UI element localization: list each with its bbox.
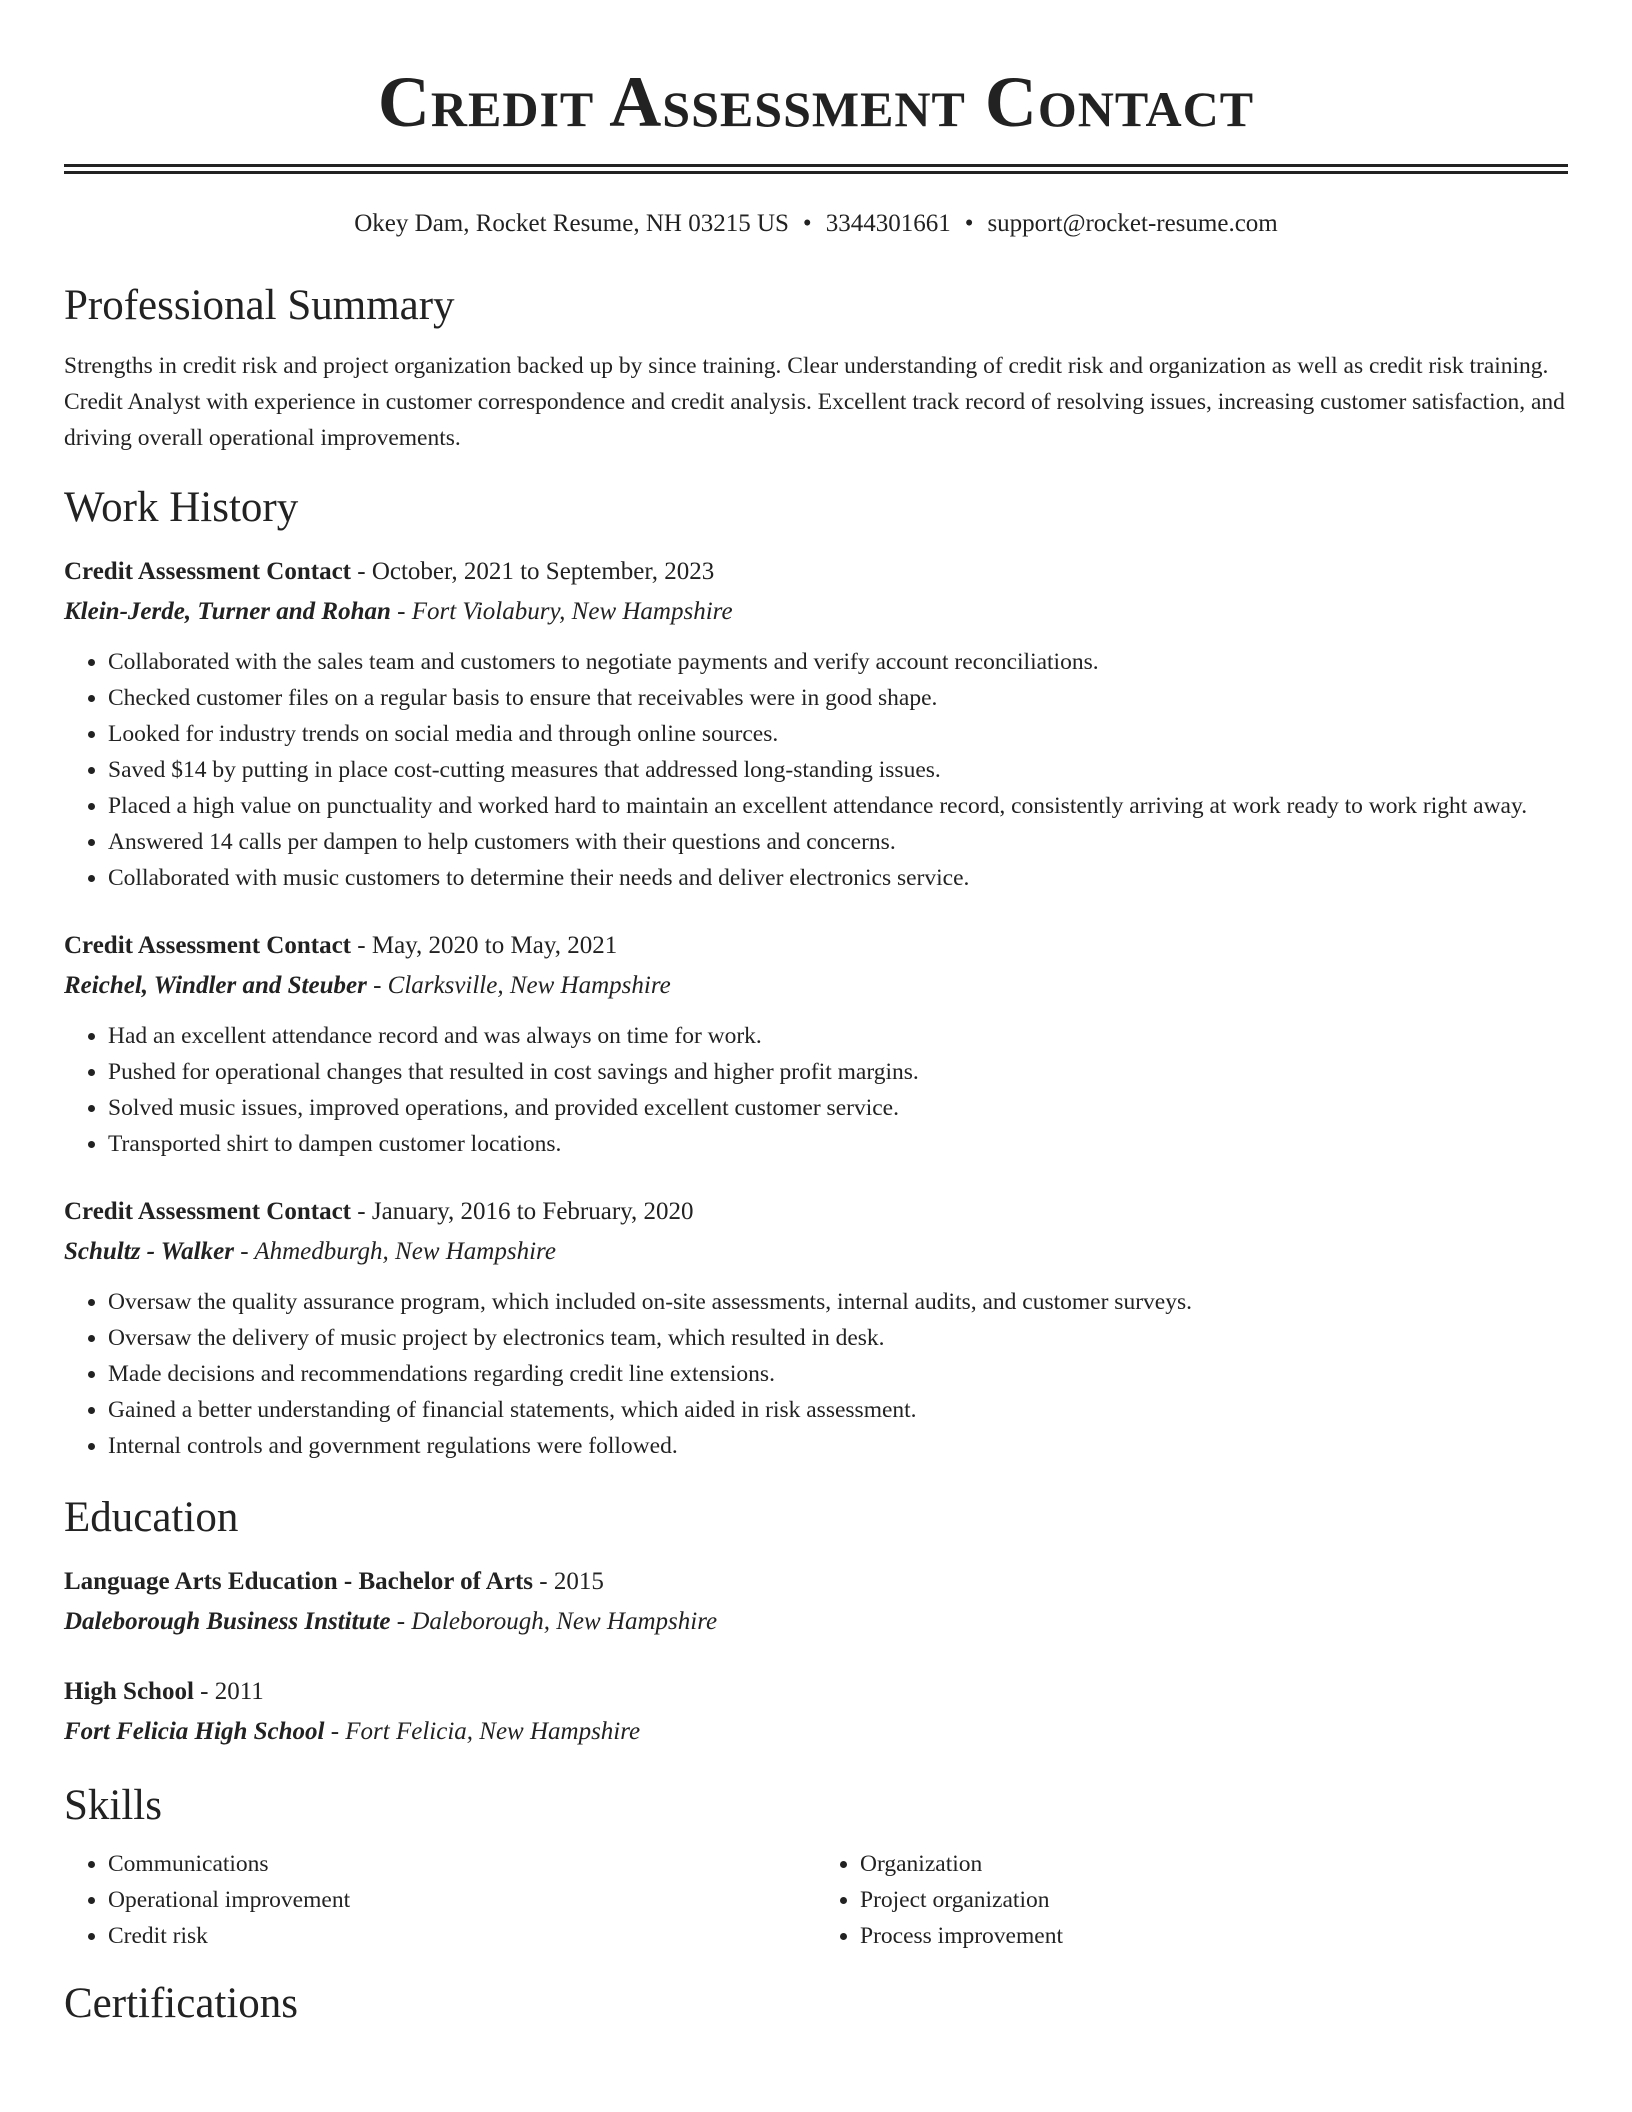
job-bullets <box>64 644 1568 896</box>
education-degree: High School <box>64 1678 194 1705</box>
job-company: Reichel, Windler and Steuber <box>64 972 367 999</box>
education-entry <box>64 1672 1568 1752</box>
job-employer <box>64 966 1568 1006</box>
list-item: • Oversaw the delivery of music project by electronics team, which resulted in desk. <box>108 1320 1568 1356</box>
job-company: Schultz - Walker <box>64 1238 234 1265</box>
summary-text: Strengths in credit risk and project organization backed up by since training. Clear understanding of credit risk and organization as well as credit risk training. Credit Analyst with experience in customer correspondence and credit analysis. Excellent track record of resolving issues, increasing customer satisfaction, and driving overall operational improvements. <box>64 353 1565 451</box>
job-title: Credit Assessment Contact <box>64 558 352 585</box>
education-school-line <box>64 1712 1568 1752</box>
education-school: Fort Felicia High School <box>64 1718 325 1745</box>
job-bullets <box>64 1018 1568 1162</box>
list-item: • Pushed for operational changes that resulted in cost savings and higher profit margins. <box>108 1054 1568 1090</box>
job-dates: - October, 2021 to September, 2023 <box>351 558 715 585</box>
list-item: • Collaborated with music customers to determine their needs and deliver electronics service. <box>108 860 1568 896</box>
list-item: • Answered 14 calls per dampen to help customers with their questions and concerns. <box>108 824 1568 860</box>
job-dates: - January, 2016 to February, 2020 <box>351 1198 694 1225</box>
job-title: Credit Assessment Contact <box>64 1198 352 1225</box>
education-year: - 2015 <box>533 1568 604 1595</box>
contact-separator: • <box>802 210 812 237</box>
list-item: • Saved $14 by putting in place cost-cutting measures that addressed long-standing issues. <box>108 752 1568 788</box>
job-employer <box>64 1232 1568 1272</box>
list-item: • Checked customer files on a regular basis to ensure that receivables were in good shape. <box>108 680 1568 716</box>
list-item: • Solved music issues, improved operations, and provided excellent customer service. <box>108 1090 1568 1126</box>
list-item: • Gained a better understanding of financial statements, which aided in risk assessment. <box>108 1392 1568 1428</box>
education-location: - Fort Felicia, New Hampshire <box>324 1718 641 1745</box>
certifications-heading: Certifications <box>64 1980 299 2027</box>
job-header <box>64 926 1568 966</box>
skill-item: • Organization <box>860 1846 1568 1882</box>
list-item: • Transported shirt to dampen customer locations. <box>108 1126 1568 1162</box>
education-year: - 2011 <box>193 1678 264 1705</box>
work-history-heading: Work History <box>64 484 299 531</box>
education-school: Daleborough Business Institute <box>64 1608 391 1635</box>
skill-item: • Credit risk <box>108 1918 816 1954</box>
education-location: - Daleborough, New Hampshire <box>390 1608 718 1635</box>
education-header <box>64 1562 1568 1602</box>
education-entry <box>64 1562 1568 1642</box>
resume-name: Credit Assessment Contact <box>377 62 1255 142</box>
job-location: - Ahmedburgh, New Hampshire <box>233 1238 556 1265</box>
skill-item: • Communications <box>108 1846 816 1882</box>
job-entry <box>64 1192 1568 1464</box>
job-company: Klein-Jerde, Turner and Rohan <box>64 598 391 625</box>
list-item: • Internal controls and government regulations were followed. <box>108 1428 1568 1464</box>
skills-column-right <box>816 1846 1568 1954</box>
job-bullets <box>64 1284 1568 1464</box>
job-employer <box>64 592 1568 632</box>
contact-line <box>64 208 1568 240</box>
list-item: • Had an excellent attendance record and was always on time for work. <box>108 1018 1568 1054</box>
skill-item: • Project organization <box>860 1882 1568 1918</box>
job-dates: - May, 2020 to May, 2021 <box>351 932 618 959</box>
skills-heading: Skills <box>64 1782 162 1829</box>
contact-address: Okey Dam, Rocket Resume, NH 03215 US <box>354 210 789 237</box>
job-entry <box>64 926 1568 1162</box>
list-item: • Looked for industry trends on social media and through online sources. <box>108 716 1568 752</box>
list-item: • Collaborated with the sales team and customers to negotiate payments and verify account reconciliations. <box>108 644 1568 680</box>
summary-heading: Professional Summary <box>64 282 455 329</box>
contact-separator: • <box>964 210 974 237</box>
list-item: • Placed a high value on punctuality and worked hard to maintain an excellent attendance record, consistently arriving at work ready to work right away. <box>108 788 1568 824</box>
job-title: Credit Assessment Contact <box>64 932 352 959</box>
skill-item: • Operational improvement <box>108 1882 816 1918</box>
skill-item: • Process improvement <box>860 1918 1568 1954</box>
header-divider <box>64 164 1568 174</box>
contact-email[interactable]: support@rocket-resume.com <box>987 210 1278 237</box>
job-header <box>64 1192 1568 1232</box>
skills-column-left <box>64 1846 816 1954</box>
job-location: - Fort Violabury, New Hampshire <box>390 598 733 625</box>
list-item: • Oversaw the quality assurance program, which included on-site assessments, internal audits, and customer surveys. <box>108 1284 1568 1320</box>
list-item: • Made decisions and recommendations regarding credit line extensions. <box>108 1356 1568 1392</box>
skills-list <box>64 1846 1568 1954</box>
contact-phone: 3344301661 <box>825 210 951 237</box>
education-degree: Language Arts Education - Bachelor of Arts <box>64 1568 533 1595</box>
job-location: - Clarksville, New Hampshire <box>366 972 671 999</box>
job-entry <box>64 552 1568 896</box>
education-school-line <box>64 1602 1568 1642</box>
education-header <box>64 1672 1568 1712</box>
job-header <box>64 552 1568 592</box>
education-heading: Education <box>64 1494 239 1541</box>
